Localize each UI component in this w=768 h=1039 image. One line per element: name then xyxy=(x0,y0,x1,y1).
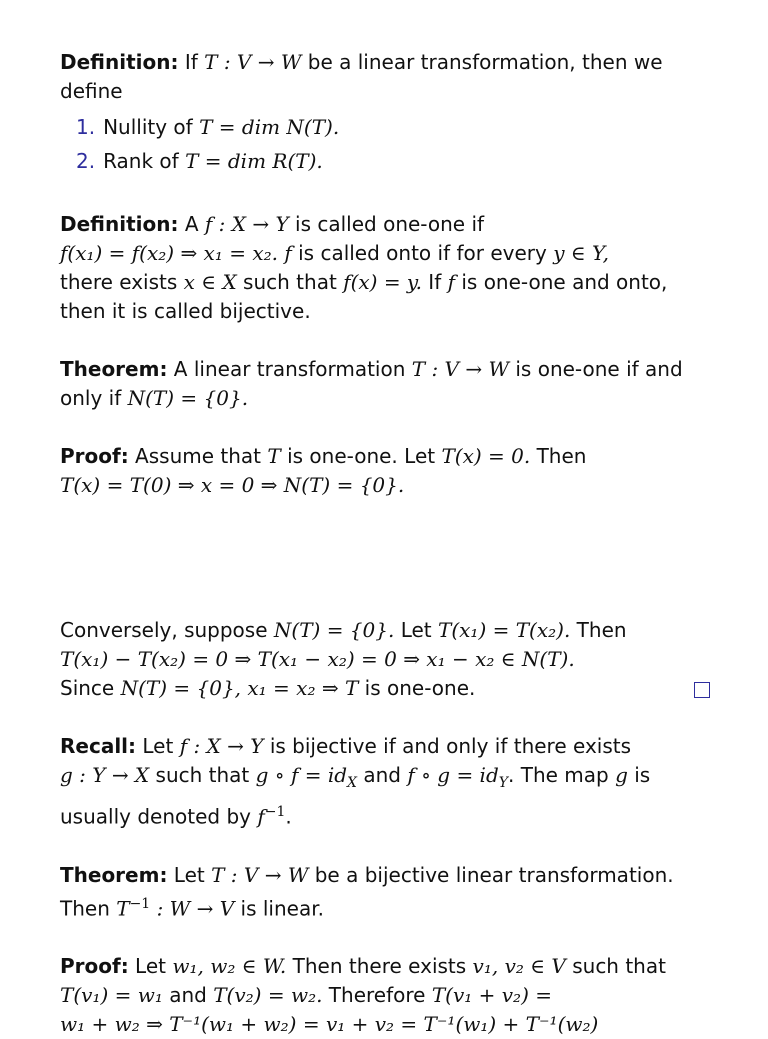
recall-bijective: Recall: Let f : X → Y is bijective if and only if there exists g : Y → X such that g ∘ $f = id_X$ and f ∘ $g = id_Y$. The map g is usually denoted by $f^{-1}$. xyxy=(60,734,651,829)
definition-label: Definition: xyxy=(60,50,179,74)
list-item: 2. Rank of T = dim R(T). xyxy=(76,149,323,173)
proof-label: Proof: xyxy=(60,444,129,468)
recall-label: Recall: xyxy=(60,734,137,758)
qed-square-icon xyxy=(694,682,710,698)
proof-converse: Conversely, suppose N(T) = {0}. Let T(x₁) = T(x₂). Then T(x₁) − T(x₂) = 0 ⇒ T(x₁ − x₂) = 0 ⇒ x₁ − x₂ ∈ N(T). Since N(T) = {0}, x₁ = x₂ ⇒ T is one-one. xyxy=(60,616,710,703)
theorem-one-one: Theorem: A linear transformation T : V → W is one-one if and only if N(T) = {0}. xyxy=(60,357,683,410)
theorem-label: Theorem: xyxy=(60,862,168,887)
proof-label: Proof: xyxy=(60,954,129,979)
definition-label: Definition: xyxy=(60,212,179,236)
proof-one-one: Proof: Assume that T is one-one. Let T(x) = 0. Then T(x) = T(0) ⇒ x = 0 ⇒ N(T) = {0}. xyxy=(60,444,587,497)
proof-inverse-linear: Proof: Let w₁, w₂ ∈ W. Then there exists v₁, v₂ ∈ V such that T(v₁) = w₁ and T(v₂) = w₂. Therefore T(v₁ + v₂) = w₁ + w₂ ⇒ T⁻¹(w₁ + w₂) = v₁ + v₂ = T⁻¹(w₁) + T⁻¹(w₂) xyxy=(60,954,666,1037)
list-item: 1. Nullity of T = dim N(T). xyxy=(76,115,340,139)
definition-list xyxy=(60,110,710,178)
document-page xyxy=(60,48,710,1039)
theorem-inverse-linear: Theorem: Let T : V → W be a bijective linear transformation. Then $T^{-1}$ : W → V is linear. xyxy=(60,862,674,921)
definition-one-one-onto: Definition: A f : X → Y is called one-one if f(x₁) = f(x₂) ⇒ x₁ = x₂. f is called onto if for every y ∈ Y, there exists x ∈ X such that f(x) = y. If f is one-one and onto, then it is called bijective. xyxy=(60,212,668,323)
definition-nullity-rank: Definition: If T : V → W be a linear transformation, then we define 1. Nullity of T = dim N(T). 2. Rank of T = dim R(T). xyxy=(60,48,710,178)
theorem-label: Theorem: xyxy=(60,357,168,381)
